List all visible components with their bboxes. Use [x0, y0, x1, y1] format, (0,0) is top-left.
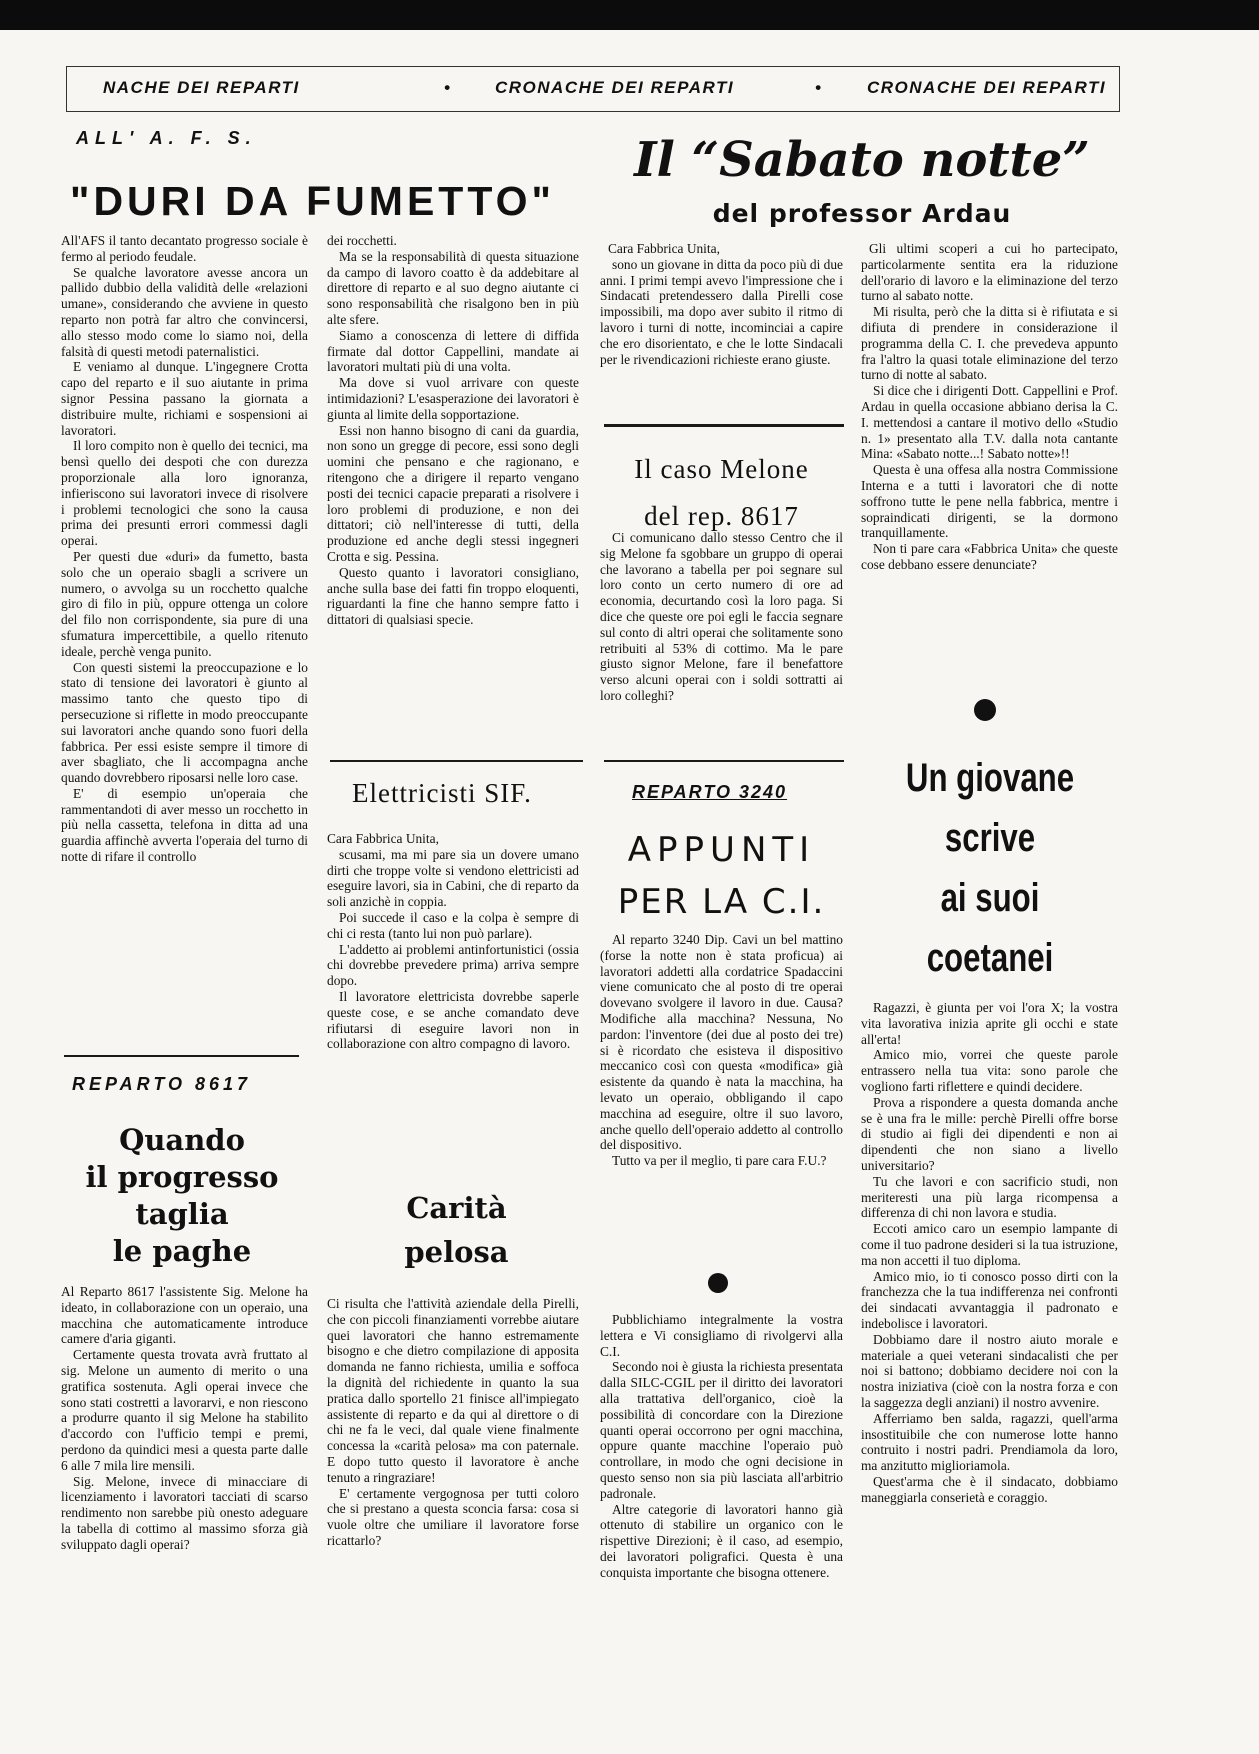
article-text-sabato-col2 [861, 241, 1118, 573]
paragraph: Essi non hanno bisogno di cani da guardia, non sono un gregge di pecore, essi sono degli uomini che pensano e che ragionano, e ritengono che a dirigere il reparto vengano posti dei tecnici capacie preparati a risolvere i loro problemi di produzione, e non dei dittatori; ciò nell'interesse di tutti, della produzione ed anche degli stessi ingegneri Crotta e sig. Pessina. [327, 422, 579, 564]
paragraph: scusami, ma mi pare sia un dovere umano dirti che troppe volte si vendono elettricisti ad eseguire lavori, sia in Cabini, che di reparto da soli anzichè in coppia. [327, 846, 579, 910]
paragraph: Il loro compito non è quello dei tecnici, ma bensì quello dei despoti che con durezza proporzionale alla loro ignoranza, infieriscono sui lavoratori invece di risolvere i problemi tecnologici che sono la causa prima dei presunti errori commessi dagli operai. [61, 438, 308, 549]
paragraph: Ci comunicano dallo stesso Centro che il sig Melone fa sgobbare un gruppo di operai che lavorano a tabella per poi segnare sul loro conto un certo numero di ore ad economia, decurtando così la loro paga. Si dice che queste ore poi egli le faccia segnare sul conto di altri operai che solitamente sono retribuiti al 53% di cottimo. Ma le pare giusto signor Melone, fare il benefattore verso alcuni operai con i soldi sottratti ai loro colleghi? [600, 530, 843, 703]
article-text-duri-col1 [61, 233, 308, 865]
paragraph: Secondo noi è giusta la richiesta presentata dalla SILC-CGIL per il diritto dei lavoratori alla trattativa dell'organico, cioè la possibilità di concordare con la Direzione quanti operai occorrono per ogni macchina, oppure quante macchine l'operaio può controllare, in modo che ogni decisione in questo senso non sia più lasciata all'arbitrio padronale. [600, 1359, 843, 1501]
bullet-dot-icon [708, 1273, 728, 1293]
paragraph: Per questi due «duri» da fumetto, basta solo che un operaio sbagli a scrivere un numero, o avvolga su un rocchetto qualche giro di filo in più, oppure ottenga un colore del filo non corrispondente, sia pure di una sfumatura impercettibile, a quello ritenuto ideale, perchè venga punito. [61, 548, 308, 659]
paragraph: Ma se la responsabilità di questa situazione da campo di lavoro coatto è da addebitare al direttore di reparto e al suo degno aiutante ci sono responsabilità che risalgono ben in più alte sfere. [327, 248, 579, 327]
paragraph: Il lavoratore elettricista dovrebbe saperle queste cose, e se anche comandato deve rifiutarsi di eseguire lavori non in collaborazione con altro compagno di lavoro. [327, 988, 579, 1052]
paragraph: Al reparto 3240 Dip. Cavi un bel mattino (forse la notte non è stata proficua) ai lavoratori addetti alla cordatrice Spadaccini viene comunicato che al posto di tre operai dovevano svolgere il lavoro in due. Causa? Modifiche alla macchina? Nessuna, No pardon: l'inventore (dei due al posto dei tre) si è ricordato che esisteva il dispositivo meccanico così con questa «modifica» già esistente da quando è nata la macchina, ha levato un operaio, obbligando il capo macchina ad eseguire, oltre il suo lavoro, anche quello dell'operaio addetto al controllo del dispositivo. [600, 932, 843, 1153]
paragraph: Ma dove si vuol arrivare con queste intimidazioni? L'esasperazione dei lavoratori è giunta al limite della sopportazione. [327, 375, 579, 422]
paragraph: Tutto va per il meglio, ti pare cara F.U.? [612, 1153, 827, 1169]
article-text-duri-col2 [327, 233, 579, 628]
paragraph: dei rocchetti. [327, 233, 397, 248]
paragraph: Mi risulta, però che la ditta si è rifiutata e si difiuta di prendere in considerazione il programma della C. I. che prevedeva appunto fra l'altro la quasi totale eliminazione del terzo turno di notte al sabato. [861, 304, 1118, 383]
bullet-dot-icon [974, 699, 996, 721]
paragraph: Gli ultimi scoperi a cui ho partecipato, particolarmente sentita era la riduzione dell'orario di lavoro e la eliminazione del terzo turno al sabato notte. [861, 241, 1118, 304]
headline-appunti-per-la-ci [600, 824, 843, 928]
article-text-elettricisti [327, 831, 579, 1052]
paragraph: Amico mio, vorrei che queste parole entrassero nella tua vita: sono parole che vogliono farti riflettere e quindi decidere. [861, 1047, 1118, 1094]
paragraph: Sig. Melone, invece di minacciare di licenziamento i lavoratori tacciati di scarso rendimento non sarebbe più onesto adeguare la tabella di cottimo al massimo sforza già sviluppato dagli operai? [61, 1473, 308, 1552]
article-text-carita [327, 1296, 579, 1549]
headline-line: APPUNTI [627, 830, 816, 870]
article-text-caso-melone [600, 530, 843, 704]
scan-top-border [0, 0, 1259, 30]
article-text-sabato-col1 [600, 241, 843, 367]
divider-rule [330, 760, 583, 762]
paragraph: Altre categorie di lavoratori hanno già ottenuto di stabilire un organico con le rispettive Direzioni; è il caso, ad esempio, dei lavoratori poligrafici. Questa è una conquista importante che bisogna ottenere. [600, 1501, 843, 1580]
headline-line: Carità [406, 1191, 507, 1225]
headline-elettricisti-sif: Elettricisti SIF. [352, 778, 532, 808]
headline-line: il progresso [85, 1160, 279, 1194]
paragraph: Se qualche lavoratore avesse ancora un pallido dubbio della validità delle «relazioni umane», considerando che avviene in questo reparto non potrà far altro che convincersi, allo stesso modo come lo siamo noi, della falsità di questi metodi paternalistici. [61, 264, 308, 359]
paragraph: Questa è una offesa alla nostra Commissione Interna e a tutti i lavoratori che di notte soffrono tutte le pene nella fabbrica, mentre i sopraindicati dirigenti, se la dormono tranquillamente. [861, 462, 1118, 541]
paragraph: Ragazzi, è giunta per voi l'ora X; la vostra vita lavorativa inizia aprite gli occhi e state all'erta! [861, 1000, 1118, 1047]
article-text-appunti [600, 932, 843, 1169]
divider-rule [604, 424, 844, 427]
paragraph: All'AFS il tanto decantato progresso sociale è fermo al periodo feudale. [61, 233, 308, 264]
paragraph: Poi succede il caso e la colpa è sempre di chi ci resta (tanto lui non può parlare). [327, 909, 579, 941]
paragraph: Certamente questa trovata avrà fruttato al sig. Melone un aumento di merito o una gratifica sostenuta. Agli operai invece che sono stati costretti a lavorarvi, e non riescono a produrre quanto il sig Melone ha stabilito d'accordo con l'ufficio tempi e premi, perdono da quindici mesi a questa parte dalle 6 alle 7 mila lire mensili. [61, 1347, 308, 1473]
paragraph: Pubblichiamo integralmente la vostra lettera e Vi consigliamo di rivolgervi alla C.I. [600, 1312, 843, 1359]
paragraph: Al Reparto 8617 l'assistente Sig. Melone ha ideato, in collaborazione con un operaio, una macchina che automaticamente introduce camere d'aria giganti. [61, 1284, 308, 1347]
headline-line: taglia [135, 1197, 229, 1231]
headline-line: Quando [119, 1123, 245, 1157]
header-text-2: CRONACHE DEI REPARTI [495, 78, 735, 97]
paragraph: Con questi sistemi la preoccupazione e lo stato di tensione dei lavoratori è giunto al massimo tanto che questo tipo di persecuzione si riflette in modo preoccupante sui lavoratori anche quando sono fuori della fabbrica. Per essi esiste sempre il timore di aver sbagliato, che li accompagna anche quando dovrebbero riposarsi nelle loro case. [61, 659, 308, 786]
header-bullet-2: • [815, 78, 823, 97]
paragraph: Afferriamo ben salda, ragazzi, quell'arma insostituibile che con numerose lotte hanno contruito i nostri padri. Prendiamola da loro, ma anzitutto miglioriamola. [861, 1410, 1118, 1474]
header-text-1: NACHE DEI REPARTI [103, 78, 300, 97]
headline-line: del rep. 8617 [644, 501, 799, 531]
paragraph: Amico mio, io ti conosco posso dirti con la franchezza che la tua indifferenza nei confronti dei sindacati avvantaggia il padronato e indebolisce i lavoratori. [861, 1268, 1118, 1331]
headline-carita-pelosa [330, 1186, 583, 1274]
paragraph: E' di esempio un'operaia che rammentandoti di aver messo un rocchetto in più nella cassetta, telefona in ditta ad una guardia affinchè avverta l'operaia del turno di notte di rifare il controllo [61, 785, 308, 865]
headline-caso-melone [600, 446, 843, 540]
article-kicker-reparto-8617: REPARTO 8617 [72, 1074, 252, 1094]
paragraph: Si dice che i dirigenti Dott. Cappellini e Prof. Ardau in quella occasione abbiano derisa la C. I. mettendosi a cantare il motivo dello «Studio n. 1» presentato alla T.V. dalla nota cantante Mina: «Sabato notte...! Sabato notte»!! [861, 383, 1118, 462]
paragraph: sono un giovane in ditta da poco più di due anni. I primi tempi avevo l'impressione che i Sindacati pretendessero dalla Pirelli cose impossibili, ma dopo aver subito il ritmo di lavoro i turni di notte, incominciai a capire che ero disorientato, e che le lotte Sindacali per le rivendicazioni richieste erano giuste. [600, 256, 843, 367]
paragraph: Non ti pare cara «Fabbrica Unita» che queste cose debbano essere denunciate? [861, 541, 1118, 572]
paragraph: E veniamo al dunque. L'ingegnere Crotta capo del reparto e il suo aiutante in prima signor Pessina passano la giornata a distribuire multe, richiami e sospensioni ai lavoratori. [61, 359, 308, 438]
paragraph: Questo quanto i lavoratori consigliano, anche sulla base dei fatti fin troppo eloquenti, riguardanti la fine che hanno sempre fatto i dittatori di qualsiasi specie. [327, 564, 579, 628]
article-text-un-giovane [861, 1000, 1118, 1506]
headline-quando-il-progresso [62, 1122, 302, 1270]
paragraph: E' certamente vergognosa per tutti coloro che si prestano a questa sconcia farsa: cosa si vuole oltre che umiliare il lavoratore forse ricattarlo? [327, 1485, 579, 1548]
headline-line: pelosa [404, 1235, 509, 1269]
paragraph: Dobbiamo dare il nostro aiuto morale e materiale a quei veterani sindacalisti che per noi si battono; dobbiamo decidere noi con la nostra iniziativa (cioè con la nostra forza e con la saggezza degli anziani) il nostro avvenire. [861, 1331, 1118, 1410]
article-kicker-reparto-3240: REPARTO 3240 [632, 782, 788, 802]
headline-un-giovane [890, 748, 1090, 988]
paragraph: Cara Fabbrica Unita, [327, 831, 439, 846]
subheadline-professor-ardau: del professor Ardau [712, 199, 1012, 228]
headline-line: coetanei [926, 936, 1054, 980]
paragraph: Ci risulta che l'attività aziendale della Pirelli, che con piccoli finanziamenti vorrebbe aiutare quei lavoratori che hanno estremamente bisogno e che dietro compilazione di apposita domanda ne fanno richiesta, umilia e soffoca la dignità del richiedente in quanto la sua pratica dallo sportello 21 finisce all'impiegato assistente di reparto e da qui al direttore o di chi ne fa le veci, dal quale viene finalmente concessa la «carità pelosa» ma con paternale. E dopo tutto questo il lavoratore è anche tenuto a ringraziare! [327, 1296, 579, 1485]
paragraph: Prova a rispondere a questa domanda anche se è una fra le mille: perchè Pirelli offre borse di studio ai figli dei dipendenti e non ai dipendenti che non siano a livello universitario? [861, 1094, 1118, 1173]
paragraph: L'addetto ai problemi antinfortunistici (ossia chi dovrebbe prevedere prima) arriva sempre dopo. [327, 941, 579, 989]
article-kicker-afs: ALL' A. F. S. [76, 128, 257, 148]
headline-line: Il caso Melone [634, 454, 809, 484]
paragraph: Cara Fabbrica Unita, [608, 241, 720, 256]
divider-rule [604, 760, 844, 762]
headline-sabato-notte: Il “Sabato notte” [634, 132, 1090, 188]
header-bullet-1: • [444, 78, 452, 97]
headline-line: PER LA C.I. [617, 882, 826, 922]
paragraph: Eccoti amico caro un esempio lampante di come il tuo padrone desideri si la tua istruzione, ma non accetti il tuo diploma. [861, 1221, 1118, 1268]
headline-line: scrive [944, 816, 1036, 860]
editorial-reply-text [600, 1312, 843, 1581]
headline-line: ai suoi [940, 876, 1040, 920]
divider-rule [64, 1055, 299, 1057]
headline-duri-da-fumetto: "DURI DA FUMETTO" [70, 178, 555, 224]
paragraph: Tu che lavori e con sacrificio studi, non meriteresti una più larga ricompensa a differenza di chi non lavora e studia. [861, 1173, 1118, 1221]
article-text-progresso [61, 1284, 308, 1553]
header-text-3: CRONACHE DEI REPARTI [867, 78, 1107, 97]
paragraph: Quest'arma che è il sindacato, dobbiamo maneggiarla conserietà e coraggio. [861, 1473, 1118, 1505]
section-header-banner [66, 66, 1120, 112]
headline-line: Un giovane [905, 756, 1075, 800]
paragraph: Siamo a conoscenza di lettere di diffida firmate dal dottor Cappellini, mandate ai lavoratori multati più di una volta. [327, 327, 579, 375]
headline-line: le paghe [112, 1234, 252, 1268]
